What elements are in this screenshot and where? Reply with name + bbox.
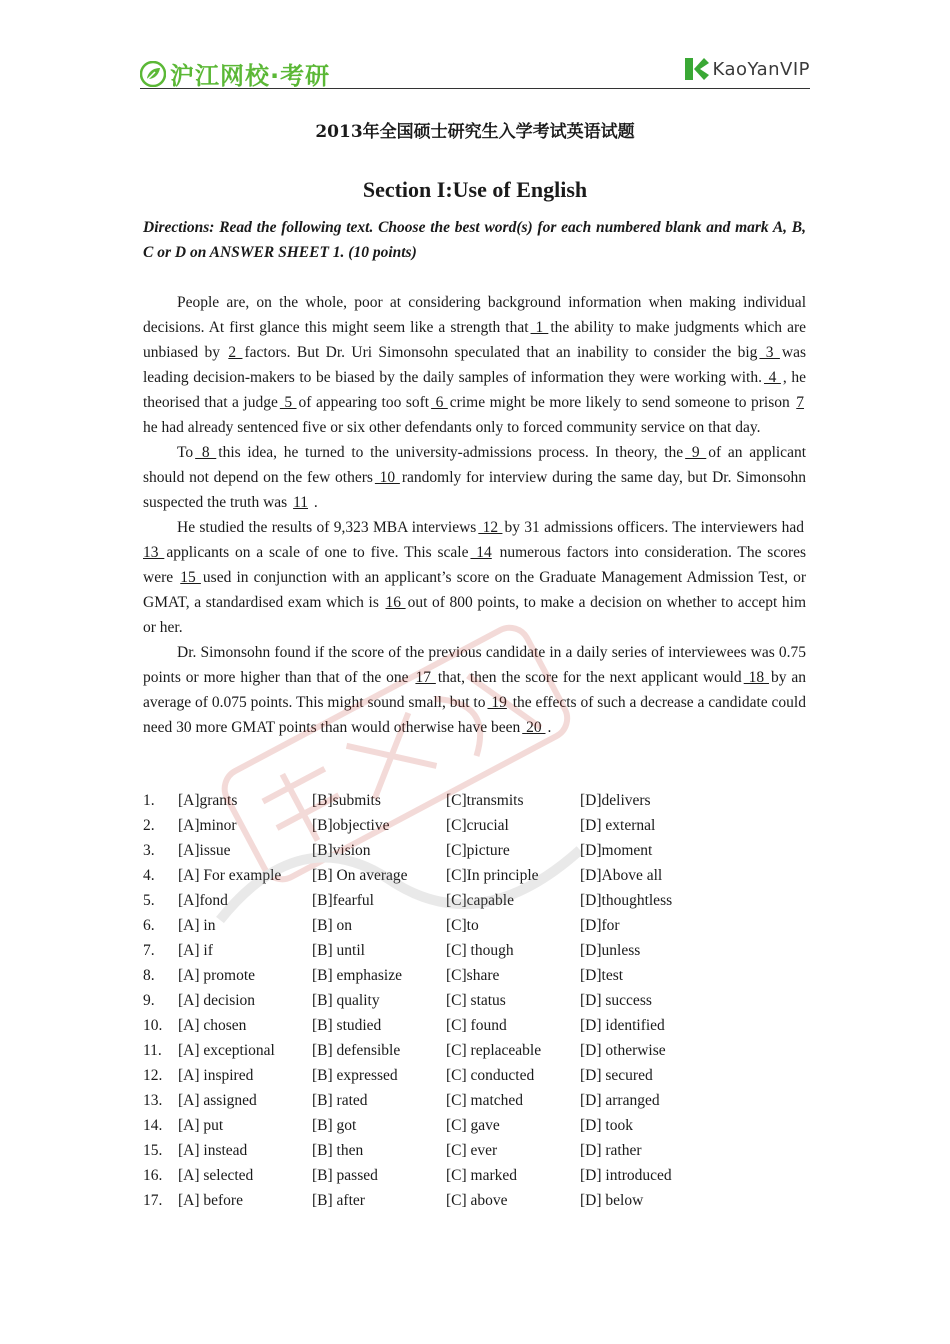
option-c: [C] found (446, 1017, 507, 1034)
option-a: [A] before (178, 1192, 243, 1209)
blank-8: 8 (195, 444, 217, 461)
option-a: [A] promote (178, 967, 256, 984)
option-a: [A] assigned (178, 1092, 257, 1109)
option-d: [D] took (580, 1117, 633, 1134)
option-d: [D]for (580, 917, 620, 934)
option-row (143, 1113, 803, 1138)
option-row (143, 1088, 803, 1113)
page-header (140, 52, 810, 89)
option-c: [C] conducted (446, 1067, 535, 1084)
option-c: [C]transmits (446, 792, 524, 809)
option-c: [C]In principle (446, 867, 539, 884)
blank-9: 9 (685, 444, 707, 461)
blank-15: 15 (180, 569, 201, 586)
question-number: 15. (143, 1142, 163, 1159)
blank-11: 11 (293, 494, 309, 511)
blank-4: 4 (763, 369, 781, 386)
blank-14: 14 (470, 544, 492, 561)
option-a: [A] For example (178, 867, 282, 884)
question-number: 5. (143, 892, 155, 909)
passage (143, 290, 806, 740)
question-number: 9. (143, 992, 155, 1009)
directions: Directions: Read the following text. Choose the best word(s) for each numbered blank and mark A, B, C or D on ANSWER SHEET 1. (10 points) (143, 219, 806, 261)
option-c: [C] above (446, 1192, 508, 1209)
question-number: 7. (143, 942, 155, 959)
blank-6: 6 (431, 394, 448, 411)
option-b: [B] then (312, 1142, 364, 1159)
option-b: [B] after (312, 1192, 365, 1209)
option-c: [C] matched (446, 1092, 524, 1109)
option-d: [D]delivers (580, 792, 651, 809)
question-number: 3. (143, 842, 155, 859)
option-c: [C]crucial (446, 817, 509, 834)
option-a: [A] if (178, 942, 213, 959)
option-a: [A] exceptional (178, 1042, 275, 1059)
option-row (143, 988, 803, 1013)
kaoyanvip-logo (682, 56, 810, 82)
option-row (143, 1138, 803, 1163)
option-c: [C] marked (446, 1167, 518, 1184)
brand-name: 沪江网校·考研 (170, 62, 331, 90)
option-a: [A]fond (178, 892, 228, 909)
option-a: [A] chosen (178, 1017, 247, 1034)
option-row (143, 963, 803, 988)
option-d: [D] external (580, 817, 656, 834)
option-c: [C] ever (446, 1142, 498, 1159)
option-d: [D] rather (580, 1142, 642, 1159)
question-number: 1. (143, 792, 155, 809)
option-row (143, 1013, 803, 1038)
section-heading: Section I:Use of English (362, 177, 588, 202)
option-b: [B] quality (312, 992, 380, 1009)
option-b: [B] On average (312, 867, 408, 884)
blank-20: 20 (522, 719, 546, 736)
option-c: [C] though (446, 942, 514, 959)
blank-5: 5 (279, 394, 297, 411)
blank-7: 7 (796, 394, 804, 411)
blank-2: 2 (228, 344, 243, 361)
option-b: [B] until (312, 942, 365, 959)
option-c: [C]picture (446, 842, 510, 859)
option-d: [D]unless (580, 942, 641, 959)
blank-1: 1 (530, 319, 549, 336)
k-logo-icon (682, 56, 710, 82)
options-list (143, 788, 803, 1213)
blank-19: 19 (487, 694, 507, 711)
question-number: 14. (143, 1117, 163, 1134)
option-row (143, 1038, 803, 1063)
option-a: [A] in (178, 917, 216, 934)
option-d: [D] arranged (580, 1092, 660, 1109)
option-d: [D] success (580, 992, 652, 1009)
option-b: [B] defensible (312, 1042, 401, 1059)
option-a: [A] put (178, 1117, 224, 1134)
option-a: [A] inspired (178, 1067, 254, 1084)
question-number: 10. (143, 1017, 163, 1034)
option-d: [D] secured (580, 1067, 653, 1084)
option-b: [B] expressed (312, 1067, 398, 1084)
option-row (143, 938, 803, 963)
option-d: [D] identified (580, 1017, 665, 1034)
option-b: [B]fearful (312, 892, 374, 909)
question-number: 17. (143, 1192, 163, 1209)
blank-18: 18 (743, 669, 769, 686)
option-b: [B] studied (312, 1017, 382, 1034)
question-number: 6. (143, 917, 155, 934)
brand-name-right: KaoYanVIP (712, 58, 810, 80)
option-b: [B]vision (312, 842, 371, 859)
option-a: [A]minor (178, 817, 237, 834)
blank-17: 17 (415, 669, 436, 686)
blank-16: 16 (385, 594, 406, 611)
option-d: [D] introduced (580, 1167, 672, 1184)
option-c: [C] status (446, 992, 506, 1009)
blank-12: 12 (478, 519, 503, 536)
question-number: 2. (143, 817, 155, 834)
option-d: [D] otherwise (580, 1042, 666, 1059)
option-c: [C]to (446, 917, 479, 934)
option-c: [C] replaceable (446, 1042, 542, 1059)
question-number: 16. (143, 1167, 163, 1184)
option-row (143, 1188, 803, 1213)
paragraph-1: People are, on the whole, poor at considering background information when making individual decisions. At first glance this might seem like a strength that 1 the ability to make judgments which are unbiased by 2 factors. But Dr. Uri Simonsohn speculated that an inability to consider the big 3 was leading decision-makers to be biased by the daily samples of information they were working with. 4 , he theorised that a judge 5 of appearing too soft 6 crime might be more likely to send someone to prison 7 he had already sentenced five or six other defendants only to forced community service on that day. (143, 294, 807, 436)
option-d: [D]thoughtless (580, 892, 673, 909)
option-a: [A] selected (178, 1167, 254, 1184)
option-b: [B] rated (312, 1092, 368, 1109)
question-number: 11. (143, 1042, 162, 1059)
option-row (143, 888, 803, 913)
option-a: [A]issue (178, 842, 231, 859)
blank-13: 13 (143, 544, 165, 561)
question-number: 12. (143, 1067, 163, 1084)
option-row (143, 838, 803, 863)
page-title: 2013年全国硕士研究生入学考试英语试题 (315, 122, 635, 142)
option-a: [A] instead (178, 1142, 248, 1159)
hujiang-logo (140, 56, 330, 91)
option-row (143, 788, 803, 813)
option-a: [A]grants (178, 792, 238, 809)
option-d: [D] below (580, 1192, 644, 1209)
option-row (143, 863, 803, 888)
paragraph-4: Dr. Simonsohn found if the score of the previous candidate in a daily series of interviewees was 0.75 points or more higher than that of the one 17 that, then the score for the next applicant would 18 by an average of 0.075 points. This might sound small, but to 19 the effects of such a decrease a candidate could need 30 more GMAT points than would otherwise have been 20 . (143, 644, 807, 736)
question-number: 4. (143, 867, 155, 884)
option-d: [D]moment (580, 842, 653, 859)
leaf-icon (140, 61, 166, 87)
option-b: [B] on (312, 917, 353, 934)
paragraph-2: To 8 this idea, he turned to the university-admissions process. In theory, the 9 of an applicant should not depend on the few others 10 randomly for interview during the same day, but Dr. Simonsohn suspected the truth was 11 . (143, 444, 807, 511)
option-b: [B] got (312, 1117, 357, 1134)
option-row (143, 813, 803, 838)
option-row (143, 1163, 803, 1188)
option-row (143, 913, 803, 938)
option-b: [B]objective (312, 817, 390, 834)
option-a: [A] decision (178, 992, 256, 1009)
option-b: [B] emphasize (312, 967, 402, 984)
question-number: 8. (143, 967, 155, 984)
blank-10: 10 (374, 469, 400, 486)
option-d: [D]test (580, 967, 624, 984)
blank-3: 3 (759, 344, 780, 361)
option-c: [C] gave (446, 1117, 500, 1134)
option-row (143, 1063, 803, 1088)
option-b: [B]submits (312, 792, 381, 809)
question-number: 13. (143, 1092, 163, 1109)
paragraph-3: He studied the results of 9,323 MBA interviews 12 by 31 admissions officers. The interviewers had 13 applicants on a scale of one to five. This scale 14 numerous factors into consideration. The scores were 15 used in conjunction with an applicant’s score on the Graduate Management Admission Test, or GMAT, a standardised exam which is 16 out of 800 points, to make a decision on whether to accept him or her. (143, 519, 807, 636)
option-b: [B] passed (312, 1167, 378, 1184)
option-c: [C]share (446, 967, 500, 984)
option-c: [C]capable (446, 892, 514, 909)
option-d: [D]Above all (580, 867, 663, 884)
